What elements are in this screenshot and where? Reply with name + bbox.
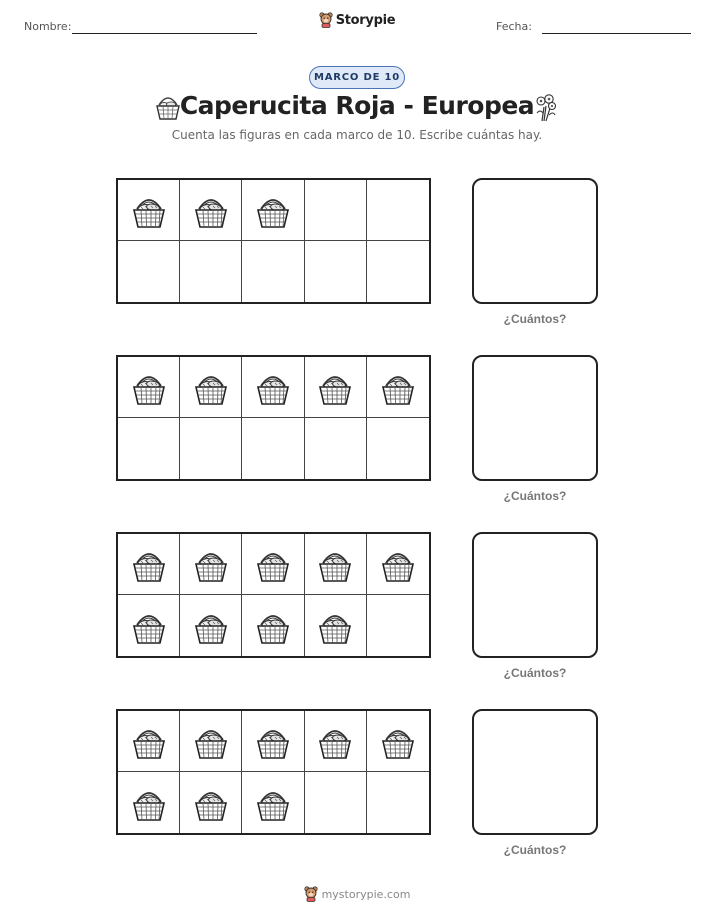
bread-basket-icon — [191, 605, 231, 647]
ten-frame-cell — [305, 180, 367, 241]
bread-basket-icon — [378, 543, 418, 585]
date-label: Fecha: — [496, 20, 532, 33]
bread-basket-icon — [191, 189, 231, 231]
bear-mascot-icon — [304, 886, 318, 902]
answer-box[interactable] — [472, 178, 598, 304]
bread-basket-icon — [191, 366, 231, 408]
ten-frame — [116, 532, 431, 658]
bear-mascot-icon — [319, 12, 333, 28]
ten-frame-cell — [118, 772, 180, 833]
ten-frame-cell — [367, 241, 429, 302]
ten-frame-cell — [180, 534, 242, 595]
ten-frame-cell — [242, 534, 304, 595]
answer-label: ¿Cuántos? — [503, 666, 567, 680]
name-label: Nombre: — [24, 20, 72, 33]
bread-basket-icon — [253, 543, 293, 585]
answer-label: ¿Cuántos? — [503, 312, 567, 326]
ten-frame-cell — [242, 772, 304, 833]
bread-basket-icon — [253, 189, 293, 231]
bread-basket-icon — [253, 720, 293, 762]
bread-basket-icon — [129, 189, 169, 231]
bread-basket-icon — [129, 782, 169, 824]
answer-box[interactable] — [472, 532, 598, 658]
answer-box[interactable] — [472, 709, 598, 835]
bread-basket-icon — [315, 605, 355, 647]
footer — [0, 886, 714, 907]
ten-frame-cell — [242, 180, 304, 241]
answer-label: ¿Cuántos? — [503, 489, 567, 503]
ten-frame-cell — [305, 772, 367, 833]
bread-basket-icon — [378, 720, 418, 762]
ten-frame — [116, 709, 431, 835]
ten-frame-cell — [305, 595, 367, 656]
bread-basket-icon — [253, 782, 293, 824]
bread-basket-icon — [129, 543, 169, 585]
bread-basket-icon — [191, 543, 231, 585]
answer-box[interactable] — [472, 355, 598, 481]
ten-frame-cell — [242, 418, 304, 479]
brand-name: Storypie — [335, 12, 396, 28]
ten-frame-cell — [367, 418, 429, 479]
ten-frame-cell — [305, 534, 367, 595]
ten-frame-cell — [367, 772, 429, 833]
bread-basket-icon — [191, 782, 231, 824]
flower-bouquet-icon — [529, 91, 559, 123]
instructions: Cuenta las figuras en cada marco de 10. Escribe cuántas hay. — [171, 128, 543, 142]
bread-basket-icon — [129, 366, 169, 408]
ten-frame-cell — [180, 772, 242, 833]
ten-frame-cell — [242, 357, 304, 418]
ten-frame-cell — [305, 357, 367, 418]
ten-frame-cell — [367, 595, 429, 656]
ten-frame-cell — [180, 180, 242, 241]
ten-frame — [116, 355, 431, 481]
bread-basket-icon — [315, 720, 355, 762]
page-title: Caperucita Roja - Europea — [179, 91, 535, 120]
ten-frame-cell — [367, 180, 429, 241]
ten-frame-cell — [367, 711, 429, 772]
ten-frame-cell — [118, 711, 180, 772]
ten-frame-cell — [118, 180, 180, 241]
ten-frame-cell — [305, 241, 367, 302]
ten-frame-cell — [305, 418, 367, 479]
bread-basket-icon — [191, 720, 231, 762]
ten-frame-cell — [180, 711, 242, 772]
ten-frame-cell — [180, 418, 242, 479]
ten-frame-cell — [118, 357, 180, 418]
bread-basket-icon — [129, 605, 169, 647]
ten-frame-cell — [305, 711, 367, 772]
ten-frame-cell — [180, 357, 242, 418]
name-line[interactable] — [72, 33, 257, 34]
answer-label: ¿Cuántos? — [503, 843, 567, 857]
bread-basket-icon — [253, 366, 293, 408]
ten-frame-cell — [118, 418, 180, 479]
worksheet-type-badge: MARCO DE 10 — [309, 66, 405, 89]
ten-frame-cell — [118, 595, 180, 656]
title-row — [0, 91, 714, 127]
ten-frame-cell — [242, 241, 304, 302]
bread-basket-icon — [378, 366, 418, 408]
bread-basket-icon — [315, 543, 355, 585]
date-line[interactable] — [542, 33, 691, 34]
ten-frame-cell — [242, 595, 304, 656]
ten-frame-cell — [367, 357, 429, 418]
bread-basket-icon — [253, 605, 293, 647]
ten-frame-cell — [180, 241, 242, 302]
bread-basket-icon — [129, 720, 169, 762]
footer-url[interactable]: mystorypie.com — [321, 887, 411, 901]
ten-frame-cell — [367, 534, 429, 595]
bread-basket-icon — [315, 366, 355, 408]
ten-frame-cell — [180, 595, 242, 656]
ten-frame — [116, 178, 431, 304]
ten-frame-cell — [118, 534, 180, 595]
ten-frame-cell — [118, 241, 180, 302]
brand-logo — [0, 12, 714, 33]
ten-frame-cell — [242, 711, 304, 772]
